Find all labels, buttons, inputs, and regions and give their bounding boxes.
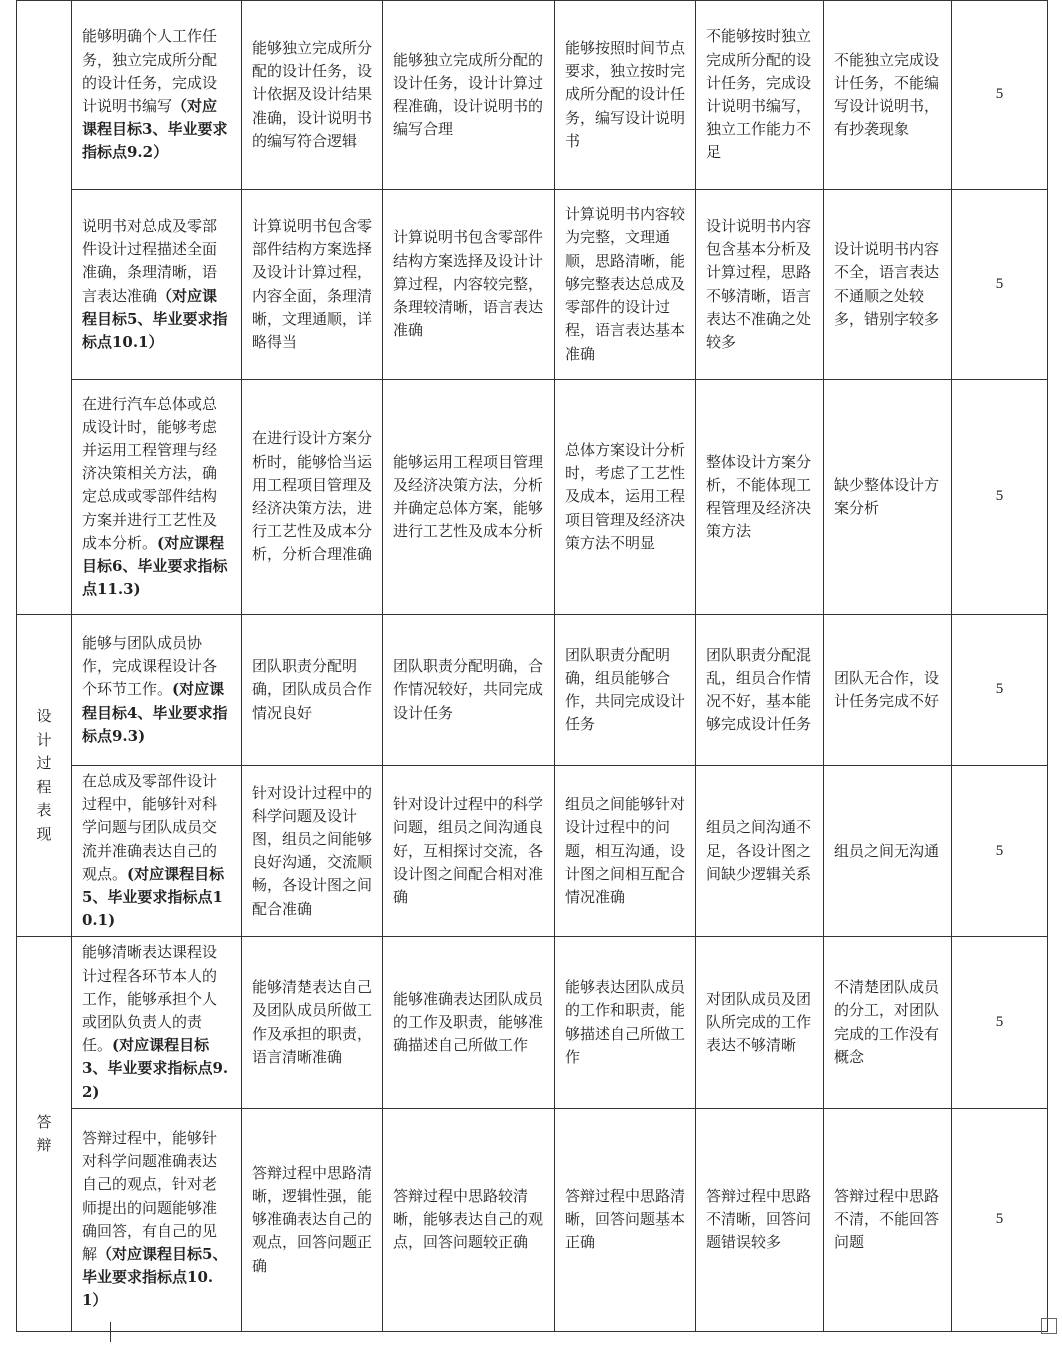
level-good-cell: 能够准确表达团队成员的工作及职责，能够准确描述自己所做工作 xyxy=(383,937,555,1108)
level-good-cell: 针对设计过程中的科学问题，组员之间沟通良好，互相探讨交流，各设计图之间配合相对准确 xyxy=(383,766,555,937)
text-cursor xyxy=(110,1322,111,1342)
category-cell-defense: 答辩 xyxy=(17,937,72,1331)
level-fair-cell: 能够表达团队成员的工作和职责，能够描述自己所做工作 xyxy=(555,937,696,1108)
level-excellent-cell: 计算说明书包含零部件结构方案选择及设计计算过程，内容全面，条理清晰，文理通顺，详略得当 xyxy=(242,190,383,380)
level-fail-cell: 设计说明书内容不全，语言表达不通顺之处较多，错别字较多 xyxy=(824,190,952,380)
level-fair-cell: 组员之间能够针对设计过程中的问题，相互沟通，设计图之间相互配合情况准确 xyxy=(555,766,696,937)
level-fail-cell: 组员之间无沟通 xyxy=(824,766,952,937)
level-pass-cell: 整体设计方案分析，不能体现工程管理及经济决策方法 xyxy=(696,380,824,615)
level-excellent-cell: 在进行设计方案分析时，能够恰当运用工程项目管理及经济决策方法，进行工艺性及成本分析，分析合理准确 xyxy=(242,380,383,615)
table-row xyxy=(17,615,1048,766)
requirement-cell: 能够清晰表达课程设计过程各环节本人的工作，能够承担个人或团队负责人的责任。(对应课程目标3、毕业要求指标点9.2) xyxy=(72,937,242,1108)
level-pass-cell: 设计说明书内容包含基本分析及计算过程，思路不够清晰，语言表达不准确之处较多 xyxy=(696,190,824,380)
score-cell: 5 xyxy=(952,380,1048,615)
level-fair-cell: 团队职责分配明确，组员能够合作，共同完成设计任务 xyxy=(555,615,696,766)
score-cell: 5 xyxy=(952,615,1048,766)
level-excellent-cell: 能够清楚表达自己及团队成员所做工作及承担的职责，语言清晰准确 xyxy=(242,937,383,1108)
level-excellent-cell: 针对设计过程中的科学问题及设计图，组员之间能够良好沟通，交流顺畅，各设计图之间配合准确 xyxy=(242,766,383,937)
level-excellent-cell: 答辩过程中思路清晰，逻辑性强，能够准确表达自己的观点，回答问题正确 xyxy=(242,1108,383,1331)
requirement-cell: 能够与团队成员协作，完成课程设计各个环节工作。(对应课程目标4、毕业要求指标点9.3) xyxy=(72,615,242,766)
level-good-cell: 计算说明书包含零部件结构方案选择及设计计算过程，内容较完整，条理较清晰，语言表达准确 xyxy=(383,190,555,380)
category-cell-continued xyxy=(17,1,72,615)
level-good-cell: 团队职责分配明确，合作情况较好，共同完成设计任务 xyxy=(383,615,555,766)
level-fail-cell: 不能独立完成设计任务，不能编写设计说明书，有抄袭现象 xyxy=(824,1,952,190)
score-cell: 5 xyxy=(952,190,1048,380)
requirement-cell: 答辩过程中，能够针对科学问题准确表达自己的观点，针对老师提出的问题能够准确回答，有自己的见解（对应课程目标5、毕业要求指标点10.1） xyxy=(72,1108,242,1331)
level-pass-cell: 组员之间沟通不足，各设计图之间缺少逻辑关系 xyxy=(696,766,824,937)
level-pass-cell: 答辩过程中思路不清晰，回答问题错误较多 xyxy=(696,1108,824,1331)
table-row xyxy=(17,937,1048,1108)
level-fair-cell: 能够按照时间节点要求，独立按时完成所分配的设计任务，编写设计说明书 xyxy=(555,1,696,190)
table-row xyxy=(17,1108,1048,1331)
requirement-cell: 在总成及零部件设计过程中，能够针对科学问题与团队成员交流并准确表达自己的观点。(对应课程目标5、毕业要求指标点10.1) xyxy=(72,766,242,937)
score-cell: 5 xyxy=(952,1,1048,190)
category-cell-process: 设计过程表现 xyxy=(17,615,72,937)
level-fair-cell: 总体方案设计分析时，考虑了工艺性及成本，运用工程项目管理及经济决策方法不明显 xyxy=(555,380,696,615)
requirement-cell: 能够明确个人工作任务，独立完成所分配的设计任务，完成设计说明书编写（对应课程目标3、毕业要求指标点9.2） xyxy=(72,1,242,190)
requirement-cell: 在进行汽车总体或总成设计时，能够考虑并运用工程管理与经济决策相关方法，确定总成或零部件结构方案并进行工艺性及成本分析。(对应课程目标6、毕业要求指标点11.3) xyxy=(72,380,242,615)
level-pass-cell: 不能够按时独立完成所分配的设计任务，完成设计说明书编写，独立工作能力不足 xyxy=(696,1,824,190)
level-good-cell: 能够独立完成所分配的设计任务，设计计算过程准确，设计说明书的编写合理 xyxy=(383,1,555,190)
table-row xyxy=(17,380,1048,615)
score-cell: 5 xyxy=(952,937,1048,1108)
table-row xyxy=(17,1,1048,190)
score-cell: 5 xyxy=(952,1108,1048,1331)
level-excellent-cell: 团队职责分配明确，团队成员合作情况良好 xyxy=(242,615,383,766)
score-cell: 5 xyxy=(952,766,1048,937)
level-fail-cell: 不清楚团队成员的分工，对团队完成的工作没有概念 xyxy=(824,937,952,1108)
level-fail-cell: 缺少整体设计方案分析 xyxy=(824,380,952,615)
level-fail-cell: 答辩过程中思路不清，不能回答问题 xyxy=(824,1108,952,1331)
level-fail-cell: 团队无合作，设计任务完成不好 xyxy=(824,615,952,766)
table-row xyxy=(17,766,1048,937)
page-corner-marker xyxy=(1041,1318,1057,1334)
level-excellent-cell: 能够独立完成所分配的设计任务，设计依据及设计结果准确，设计说明书的编写符合逻辑 xyxy=(242,1,383,190)
level-fair-cell: 计算说明书内容较为完整，文理通顺，思路清晰，能够完整表达总成及零部件的设计过程，语言表达基本准确 xyxy=(555,190,696,380)
level-good-cell: 能够运用工程项目管理及经济决策方法，分析并确定总体方案，能够进行工艺性及成本分析 xyxy=(383,380,555,615)
level-pass-cell: 对团队成员及团队所完成的工作表达不够清晰 xyxy=(696,937,824,1108)
grading-rubric-table xyxy=(16,0,1048,1332)
level-fair-cell: 答辩过程中思路清晰，回答问题基本正确 xyxy=(555,1108,696,1331)
requirement-cell: 说明书对总成及零部件设计过程描述全面准确，条理清晰，语言表达准确（对应课程目标5、毕业要求指标点10.1） xyxy=(72,190,242,380)
table-row xyxy=(17,190,1048,380)
level-pass-cell: 团队职责分配混乱，组员合作情况不好，基本能够完成设计任务 xyxy=(696,615,824,766)
level-good-cell: 答辩过程中思路较清晰，能够表达自己的观点，回答问题较正确 xyxy=(383,1108,555,1331)
